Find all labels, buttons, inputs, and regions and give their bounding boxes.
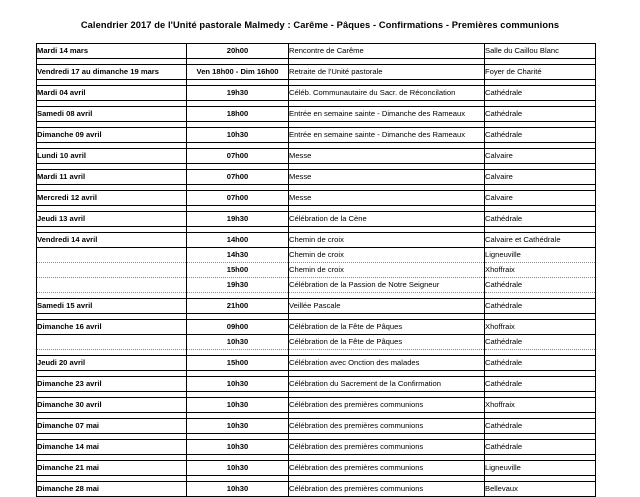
cell-event: Célébration des premières communions (289, 461, 485, 476)
cell-date: Vendredi 14 avril (37, 233, 187, 248)
cell-place: Cathédrale (485, 278, 596, 293)
cell-date (37, 263, 187, 278)
table-row (37, 191, 596, 206)
cell-time: 14h00 (187, 233, 289, 248)
table-row (37, 419, 596, 434)
cell-time: 19h30 (187, 86, 289, 101)
cell-event: Chemin de croix (289, 248, 485, 263)
table-row (37, 44, 596, 59)
table-row (37, 128, 596, 143)
cell-place: Calvaire (485, 149, 596, 164)
cell-time: Ven 18h00 - Dim 16h00 (187, 65, 289, 80)
cell-event: Messe (289, 170, 485, 185)
cell-place: Cathédrale (485, 212, 596, 227)
cell-time: 20h00 (187, 44, 289, 59)
table-row (37, 377, 596, 392)
cell-place: Ligneuville (485, 248, 596, 263)
cell-date: Lundi 10 avril (37, 149, 187, 164)
table-row (37, 212, 596, 227)
cell-time: 09h00 (187, 320, 289, 335)
table-row (37, 107, 596, 122)
cell-event: Célébration du Sacrement de la Confirmation (289, 377, 485, 392)
cell-date: Dimanche 30 avril (37, 398, 187, 413)
cell-event: Céléb. Communautaire du Sacr. de Réconcilation (289, 86, 485, 101)
cell-place: Bellevaux (485, 482, 596, 497)
cell-time: 19h30 (187, 278, 289, 293)
cell-time: 14h30 (187, 248, 289, 263)
cell-date: Dimanche 23 avril (37, 377, 187, 392)
cell-place: Cathédrale (485, 419, 596, 434)
cell-time: 10h30 (187, 440, 289, 455)
cell-event: Messe (289, 191, 485, 206)
table-row (37, 461, 596, 476)
cell-time: 10h30 (187, 377, 289, 392)
cell-event: Célébration des premières communions (289, 482, 485, 497)
cell-date: Mardi 14 mars (37, 44, 187, 59)
cell-date: Mercredi 12 avril (37, 191, 187, 206)
cell-place: Cathédrale (485, 356, 596, 371)
table-row (37, 440, 596, 455)
cell-event: Célébration de la Fête de Pâques (289, 335, 485, 350)
cell-date: Dimanche 09 avril (37, 128, 187, 143)
table-row (37, 248, 596, 263)
cell-event: Célébration de la Cène (289, 212, 485, 227)
table-row (37, 170, 596, 185)
table-row (37, 233, 596, 248)
calendar-table-body (37, 44, 596, 497)
cell-event: Entrée en semaine sainte - Dimanche des Rameaux (289, 107, 485, 122)
cell-place: Cathédrale (485, 86, 596, 101)
cell-event: Retraite de l'Unité pastorale (289, 65, 485, 80)
cell-date: Vendredi 17 au dimanche 19 mars (37, 65, 187, 80)
cell-date: Samedi 15 avril (37, 299, 187, 314)
cell-event: Célébration de la Fête de Pâques (289, 320, 485, 335)
cell-time: 10h30 (187, 335, 289, 350)
cell-event: Célébration des premières communions (289, 419, 485, 434)
cell-event: Célébration des premières communions (289, 440, 485, 455)
table-row (37, 278, 596, 293)
cell-event: Célébration avec Onction des malades (289, 356, 485, 371)
cell-date: Samedi 08 avril (37, 107, 187, 122)
cell-time: 07h00 (187, 149, 289, 164)
cell-time: 10h30 (187, 419, 289, 434)
cell-date: Mardi 11 avril (37, 170, 187, 185)
cell-date: Dimanche 14 mai (37, 440, 187, 455)
table-row (37, 356, 596, 371)
cell-place: Xhoffraix (485, 263, 596, 278)
table-row (37, 482, 596, 497)
cell-event: Entrée en semaine sainte - Dimanche des Rameaux (289, 128, 485, 143)
cell-date: Jeudi 20 avril (37, 356, 187, 371)
cell-place: Cathédrale (485, 128, 596, 143)
cell-place: Salle du Caillou Blanc (485, 44, 596, 59)
cell-time: 10h30 (187, 461, 289, 476)
cell-place: Xhoffraix (485, 398, 596, 413)
calendar-table (36, 43, 596, 497)
cell-place: Foyer de Charité (485, 65, 596, 80)
cell-date (37, 278, 187, 293)
cell-place: Calvaire (485, 191, 596, 206)
table-row (37, 398, 596, 413)
cell-date (37, 248, 187, 263)
cell-place: Cathédrale (485, 335, 596, 350)
table-row (37, 335, 596, 350)
table-row (37, 299, 596, 314)
calendar-table-container (36, 43, 595, 497)
cell-date: Dimanche 07 mai (37, 419, 187, 434)
cell-place: Calvaire (485, 170, 596, 185)
page-title: Calendrier 2017 de l'Unité pastorale Malmedy : Carême - Pâques - Confirmations - Premières communions (80, 20, 560, 30)
cell-place: Cathédrale (485, 377, 596, 392)
cell-date (37, 335, 187, 350)
cell-event: Rencontre de Carême (289, 44, 485, 59)
cell-event: Messe (289, 149, 485, 164)
cell-time: 07h00 (187, 191, 289, 206)
cell-date: Mardi 04 avril (37, 86, 187, 101)
table-row (37, 263, 596, 278)
table-row (37, 149, 596, 164)
cell-place: Cathédrale (485, 440, 596, 455)
cell-date: Dimanche 16 avril (37, 320, 187, 335)
cell-time: 15h00 (187, 263, 289, 278)
cell-date: Dimanche 21 mai (37, 461, 187, 476)
table-row (37, 86, 596, 101)
cell-place: Cathédrale (485, 107, 596, 122)
cell-place: Ligneuville (485, 461, 596, 476)
cell-place: Calvaire et Cathédrale (485, 233, 596, 248)
cell-event: Chemin de croix (289, 233, 485, 248)
cell-time: 10h30 (187, 128, 289, 143)
cell-event: Chemin de croix (289, 263, 485, 278)
table-row (37, 65, 596, 80)
cell-time: 15h00 (187, 356, 289, 371)
cell-place: Cathédrale (485, 299, 596, 314)
cell-time: 07h00 (187, 170, 289, 185)
cell-event: Célébration des premières communions (289, 398, 485, 413)
cell-time: 18h00 (187, 107, 289, 122)
cell-time: 10h30 (187, 482, 289, 497)
table-row (37, 320, 596, 335)
cell-time: 10h30 (187, 398, 289, 413)
cell-event: Veillée Pascale (289, 299, 485, 314)
cell-time: 19h30 (187, 212, 289, 227)
cell-event: Célébration de la Passion de Notre Seigneur (289, 278, 485, 293)
cell-time: 21h00 (187, 299, 289, 314)
cell-date: Dimanche 28 mai (37, 482, 187, 497)
cell-date: Jeudi 13 avril (37, 212, 187, 227)
cell-place: Xhoffraix (485, 320, 596, 335)
